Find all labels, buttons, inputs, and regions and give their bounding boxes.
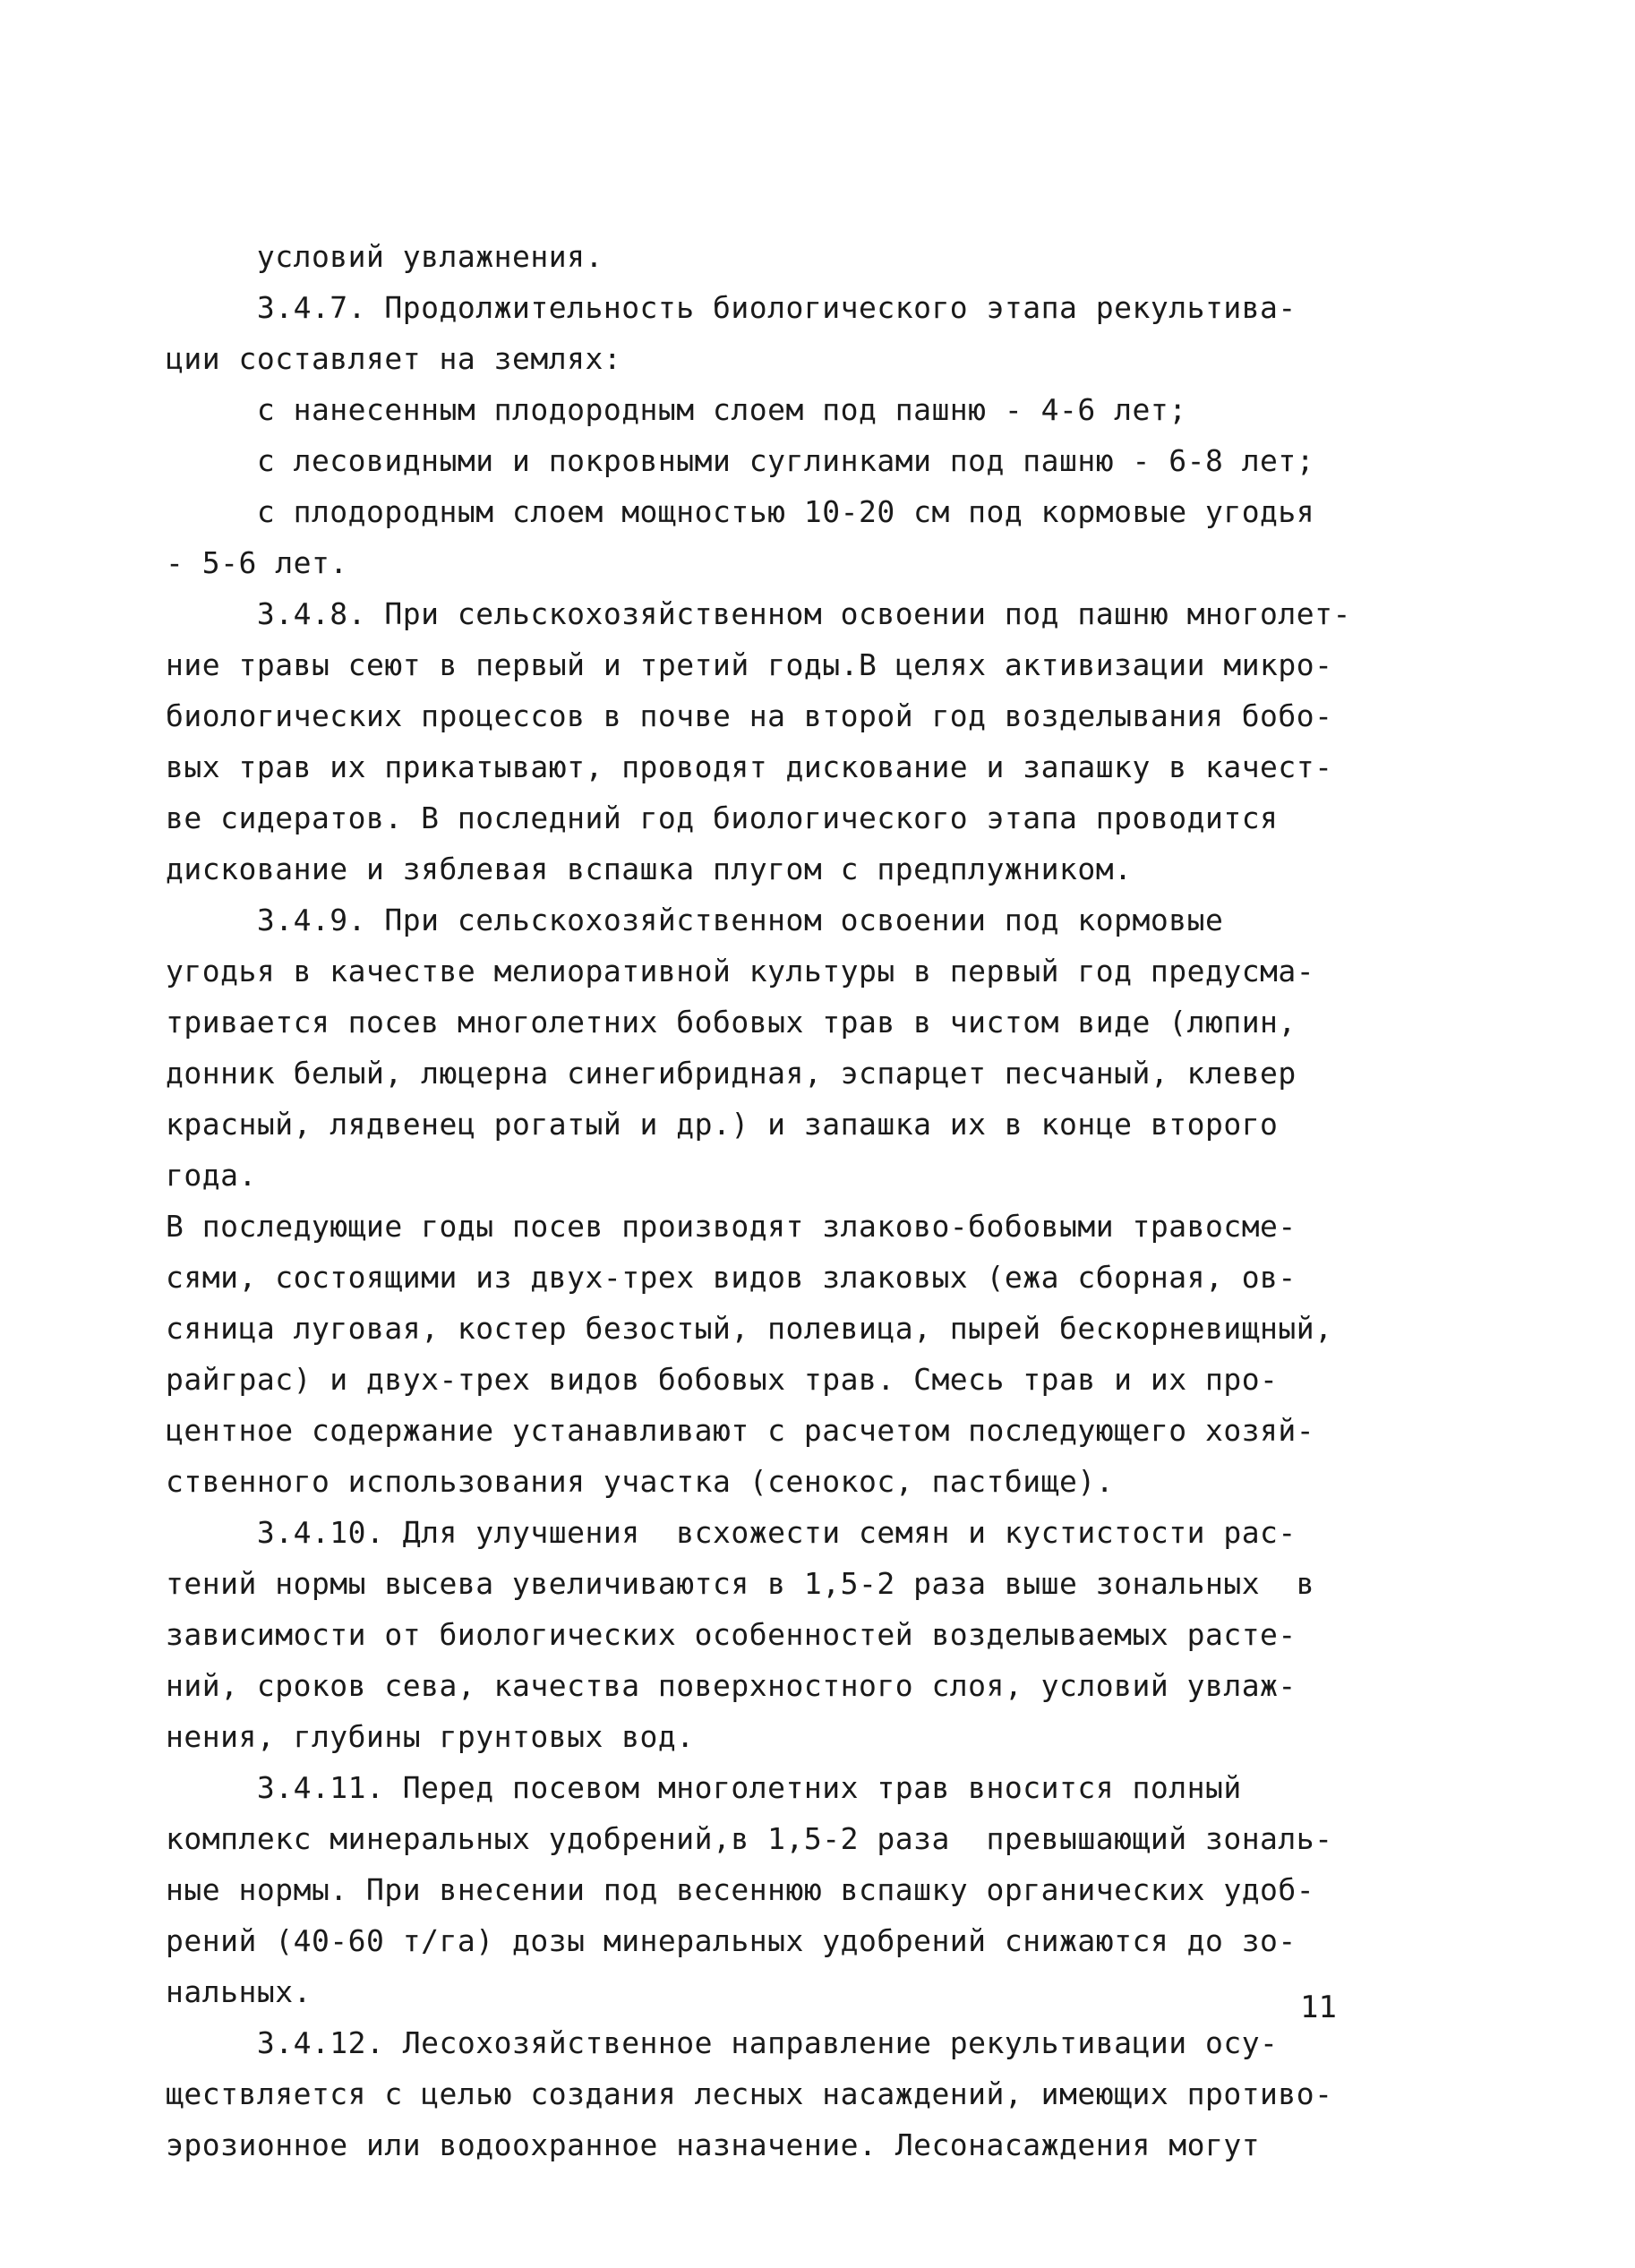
text-line: красный, лядвенец рогатый и др.) и запашка их в конце второго xyxy=(166,1107,1279,1142)
text-line: В последующие годы посев производят злаково-бобовыми травосме- xyxy=(166,1209,1297,1244)
text-line: 3.4.12. Лесохозяйственное направление рекультивации осу- xyxy=(166,2025,1279,2060)
text-line: тений нормы высева увеличиваются в 1,5-2 раза выше зональных в xyxy=(166,1566,1315,1601)
text-line: донник белый, люцерна синегибридная, эспарцет песчаный, клевер xyxy=(166,1056,1297,1091)
text-line: угодья в качестве мелиоративной культуры в первый год предусма- xyxy=(166,954,1315,989)
text-line: тривается посев многолетних бобовых трав в чистом виде (люпин, xyxy=(166,1005,1297,1040)
text-line: 3.4.9. При сельскохозяйственном освоении под кормовые xyxy=(166,903,1224,937)
text-line: 3.4.11. Перед посевом многолетних трав вносится полный xyxy=(166,1770,1242,1805)
text-line: ществляется с целью создания лесных насаждений, имеющих противо- xyxy=(166,2076,1333,2111)
text-line: сяница луговая, костер безостый, полевица, пырей бескорневищный, xyxy=(166,1311,1333,1346)
text-line: ственного использования участка (сенокос, пастбище). xyxy=(166,1464,1115,1499)
text-line: райграс) и двух-трех видов бобовых трав. Смесь трав и их про- xyxy=(166,1362,1279,1397)
text-line: с нанесенным плодородным слоем под пашню - 4-6 лет; xyxy=(166,392,1187,427)
page-number: 11 xyxy=(1300,1990,1337,2025)
text-line: условий увлажнения. xyxy=(166,239,603,274)
text-line: зависимости от биологических особенностей возделываемых расте- xyxy=(166,1617,1297,1652)
text-line: - 5-6 лет. xyxy=(166,545,348,580)
text-line: эрозионное или водоохранное назначение. Лесонасаждения могут xyxy=(166,2127,1261,2162)
text-line: года. xyxy=(166,1158,257,1193)
text-line: ве сидератов. В последний год биологического этапа проводится xyxy=(166,800,1279,835)
text-line: сями, состоящими из двух-трех видов злаковых (ежа сборная, ов- xyxy=(166,1260,1297,1295)
text-line: 3.4.8. При сельскохозяйственном освоении под пашню многолет- xyxy=(166,596,1351,631)
text-line: 3.4.7. Продолжительность биологического этапа рекультива- xyxy=(166,290,1297,325)
text-line: рений (40-60 т/га) дозы минеральных удобрений снижаются до зо- xyxy=(166,1923,1297,1958)
text-line: комплекс минеральных удобрений,в 1,5-2 раза превышающий зональ- xyxy=(166,1821,1333,1856)
text-line: вых трав их прикатывают, проводят дискование и запашку в качест- xyxy=(166,749,1333,784)
text-line: нения, глубины грунтовых вод. xyxy=(166,1719,695,1754)
text-line: центное содержание устанавливают с расчетом последующего хозяй- xyxy=(166,1413,1315,1448)
text-line: ний, сроков сева, качества поверхностного слоя, условий увлаж- xyxy=(166,1668,1297,1703)
text-line: нальных. xyxy=(166,1974,312,2009)
text-line: ние травы сеют в первый и третий годы.В целях активизации микро- xyxy=(166,647,1333,682)
text-line: 3.4.10. Для улучшения всхожести семян и кустистости рас- xyxy=(166,1515,1297,1550)
text-line: ные нормы. При внесении под весеннюю вспашку органических удоб- xyxy=(166,1872,1315,1907)
text-line: с лесовидными и покровными суглинками под пашню - 6-8 лет; xyxy=(166,443,1315,478)
body-text xyxy=(166,231,1357,2170)
text-line: ции составляет на землях: xyxy=(166,341,622,376)
text-line: с плодородным слоем мощностью 10-20 см под кормовые угодья xyxy=(166,494,1315,529)
text-line: биологических процессов в почве на второй год возделывания бобо- xyxy=(166,698,1333,733)
text-line: дискование и зяблевая вспашка плугом с предплужником. xyxy=(166,852,1133,886)
